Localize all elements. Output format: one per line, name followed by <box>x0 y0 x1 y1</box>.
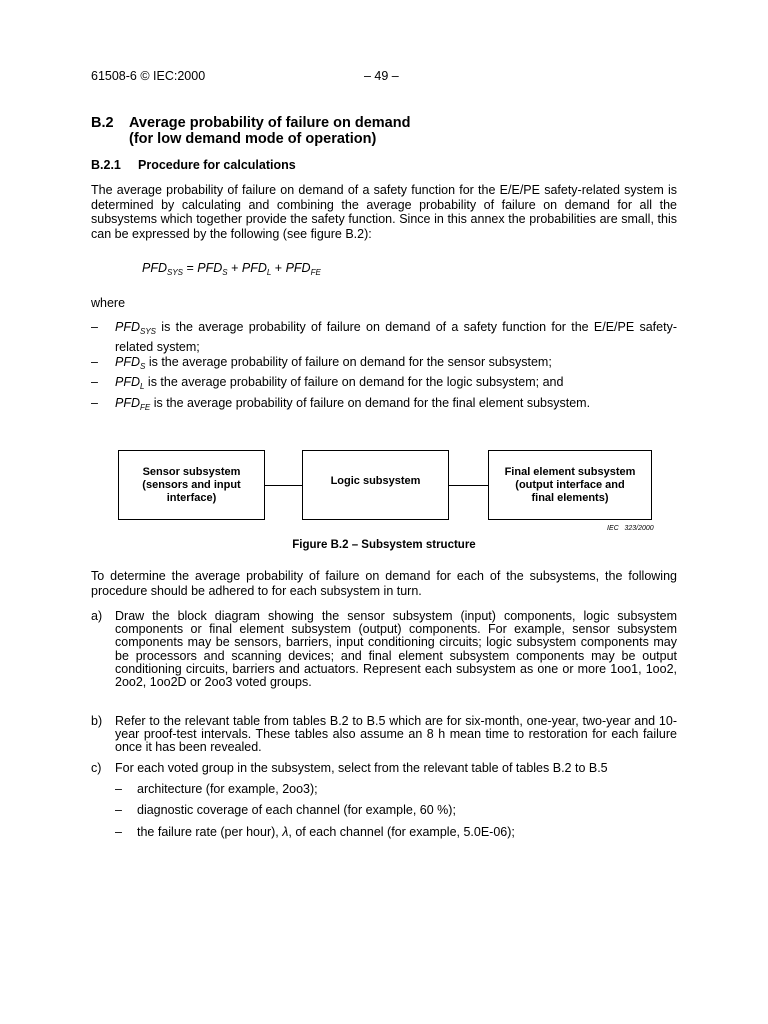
section-title-line2: (for low demand mode of operation) <box>129 131 377 147</box>
sub-item <box>115 825 675 839</box>
logic-box-line1: Logic subsystem <box>330 474 421 487</box>
list-dash: – <box>91 396 98 410</box>
definition-item <box>91 375 677 395</box>
definition-symbol-sub: FE <box>140 403 151 412</box>
step-text: Refer to the relevant table from tables B.2 to B.5 which are for six-month, one-year, two-year and 10-year proof-test intervals. These tables also assume an 8 h mean time to restoration for each failure once it has been revealed. <box>115 714 677 755</box>
intro-paragraph: The average probability of failure on demand of a safety function for the E/E/PE safety-related system is determined by calculating and combining the average probability of failure on demand for all the subsystems which together provide the safety function. Since in this annex the probabilities are small, this can be expressed by the following (see figure B.2): <box>91 183 677 241</box>
subsection-title: Procedure for calculations <box>138 158 296 172</box>
definition-item <box>91 396 677 416</box>
list-dash: – <box>91 355 98 369</box>
list-dash: – <box>115 782 122 796</box>
where-label: where <box>91 296 126 310</box>
list-dash: – <box>115 803 122 817</box>
definition-description: is the average probability of failure on demand for the sensor subsystem; <box>145 355 552 369</box>
definition-text <box>115 375 677 395</box>
document-id: 61508-6 © IEC:2000 <box>91 69 206 83</box>
connector-sensor-logic <box>265 485 303 486</box>
definition-item <box>91 355 677 375</box>
definition-symbol-sub: L <box>140 382 145 391</box>
sub-item-text-post: , of each channel (for example, 5.0E-06); <box>288 825 515 839</box>
connector-logic-final <box>449 485 489 486</box>
sub-item-text-pre: the failure rate (per hour), <box>137 825 283 839</box>
step-label: c) <box>91 761 102 775</box>
definition-text <box>115 396 677 416</box>
final-box-line2: (output interface and <box>515 478 625 491</box>
definition-description: is the average probability of failure on demand for the final element subsystem. <box>150 396 591 410</box>
formula-term-final-sub: FE <box>310 268 321 277</box>
definition-text <box>115 320 677 354</box>
definition-symbol: PFD <box>115 375 140 389</box>
definition-item <box>91 320 677 354</box>
sub-item <box>115 782 675 796</box>
formula-term-logic: PFD <box>241 261 267 275</box>
logic-subsystem-box <box>302 450 449 520</box>
final-box-line3: final elements) <box>531 491 609 504</box>
formula-plus-2: + <box>271 261 286 275</box>
step-text: For each voted group in the subsystem, select from the relevant table of tables B.2 to B.5 <box>115 761 608 775</box>
definition-description: is the average probability of failure on demand for the logic subsystem; and <box>144 375 564 389</box>
list-dash: – <box>115 825 122 839</box>
definition-symbol: PFD <box>115 320 140 334</box>
sensor-subsystem-box <box>118 450 265 520</box>
figure-caption: Figure B.2 – Subsystem structure <box>292 539 476 551</box>
sub-item-text <box>137 825 675 839</box>
procedure-step <box>91 610 677 689</box>
definition-symbol-sub: S <box>140 362 146 371</box>
step-label: b) <box>91 714 103 728</box>
section-number: B.2 <box>91 115 114 131</box>
lambda-symbol: λ <box>282 825 289 839</box>
final-element-subsystem-box <box>488 450 652 520</box>
sensor-box-line1: Sensor subsystem <box>142 465 241 478</box>
formula-term-sensor: PFD <box>197 261 223 275</box>
sub-item <box>115 803 675 817</box>
definition-text <box>115 355 677 375</box>
subsection-number: B.2.1 <box>91 158 121 172</box>
formula-term-final: PFD <box>285 261 311 275</box>
definition-symbol-sub: SYS <box>140 327 157 336</box>
formula-plus-1: + <box>227 261 242 275</box>
formula-lhs-sub: SYS <box>167 268 184 277</box>
formula-lhs: PFD <box>142 261 167 275</box>
page-number: – 49 – <box>364 69 399 83</box>
definition-symbol: PFD <box>115 396 140 410</box>
step-label: a) <box>91 609 103 623</box>
formula-term-sensor-sub: S <box>222 268 228 277</box>
section-title-line1: Average probability of failure on demand <box>129 115 411 131</box>
formula-term-logic-sub: L <box>266 268 272 277</box>
definition-description: is the average probability of failure on demand of a safety function for the E/E/PE safety-related system; <box>115 320 677 354</box>
pfd-formula <box>142 261 321 277</box>
sensor-box-line2: (sensors and input <box>142 478 241 491</box>
list-dash: – <box>91 320 98 334</box>
section-heading <box>91 115 410 147</box>
list-dash: – <box>91 375 98 389</box>
formula-equals: = <box>183 261 198 275</box>
final-box-line1: Final element subsystem <box>504 465 636 478</box>
procedure-step <box>91 762 677 775</box>
sub-item-text: architecture (for example, 2oo3); <box>137 782 318 796</box>
sensor-box-line3: interface) <box>166 491 217 504</box>
procedure-step <box>91 715 677 755</box>
subsection-heading <box>91 158 296 172</box>
procedure-intro: To determine the average probability of failure on demand for each of the subsystems, the following procedure should be adhered to for each subsystem in turn. <box>91 569 677 598</box>
iec-reference: IEC 323/2000 <box>607 525 654 532</box>
step-text: Draw the block diagram showing the sensor subsystem (input) components, logic subsystem components or final element subsystem (output) components. For example, sensor subsystem components may be sensors, barriers, input conditioning circuits; logic subsystem components may be processors and scanning devices; and final element subsystem components may be output conditioning circuits, barriers and actuators. Represent each subsystem as one or more 1oo1, 1oo2, 2oo2, 1oo2D or 2oo3 voted groups. <box>115 609 677 690</box>
definition-symbol: PFD <box>115 355 140 369</box>
sub-item-text: diagnostic coverage of each channel (for example, 60 %); <box>137 803 456 817</box>
